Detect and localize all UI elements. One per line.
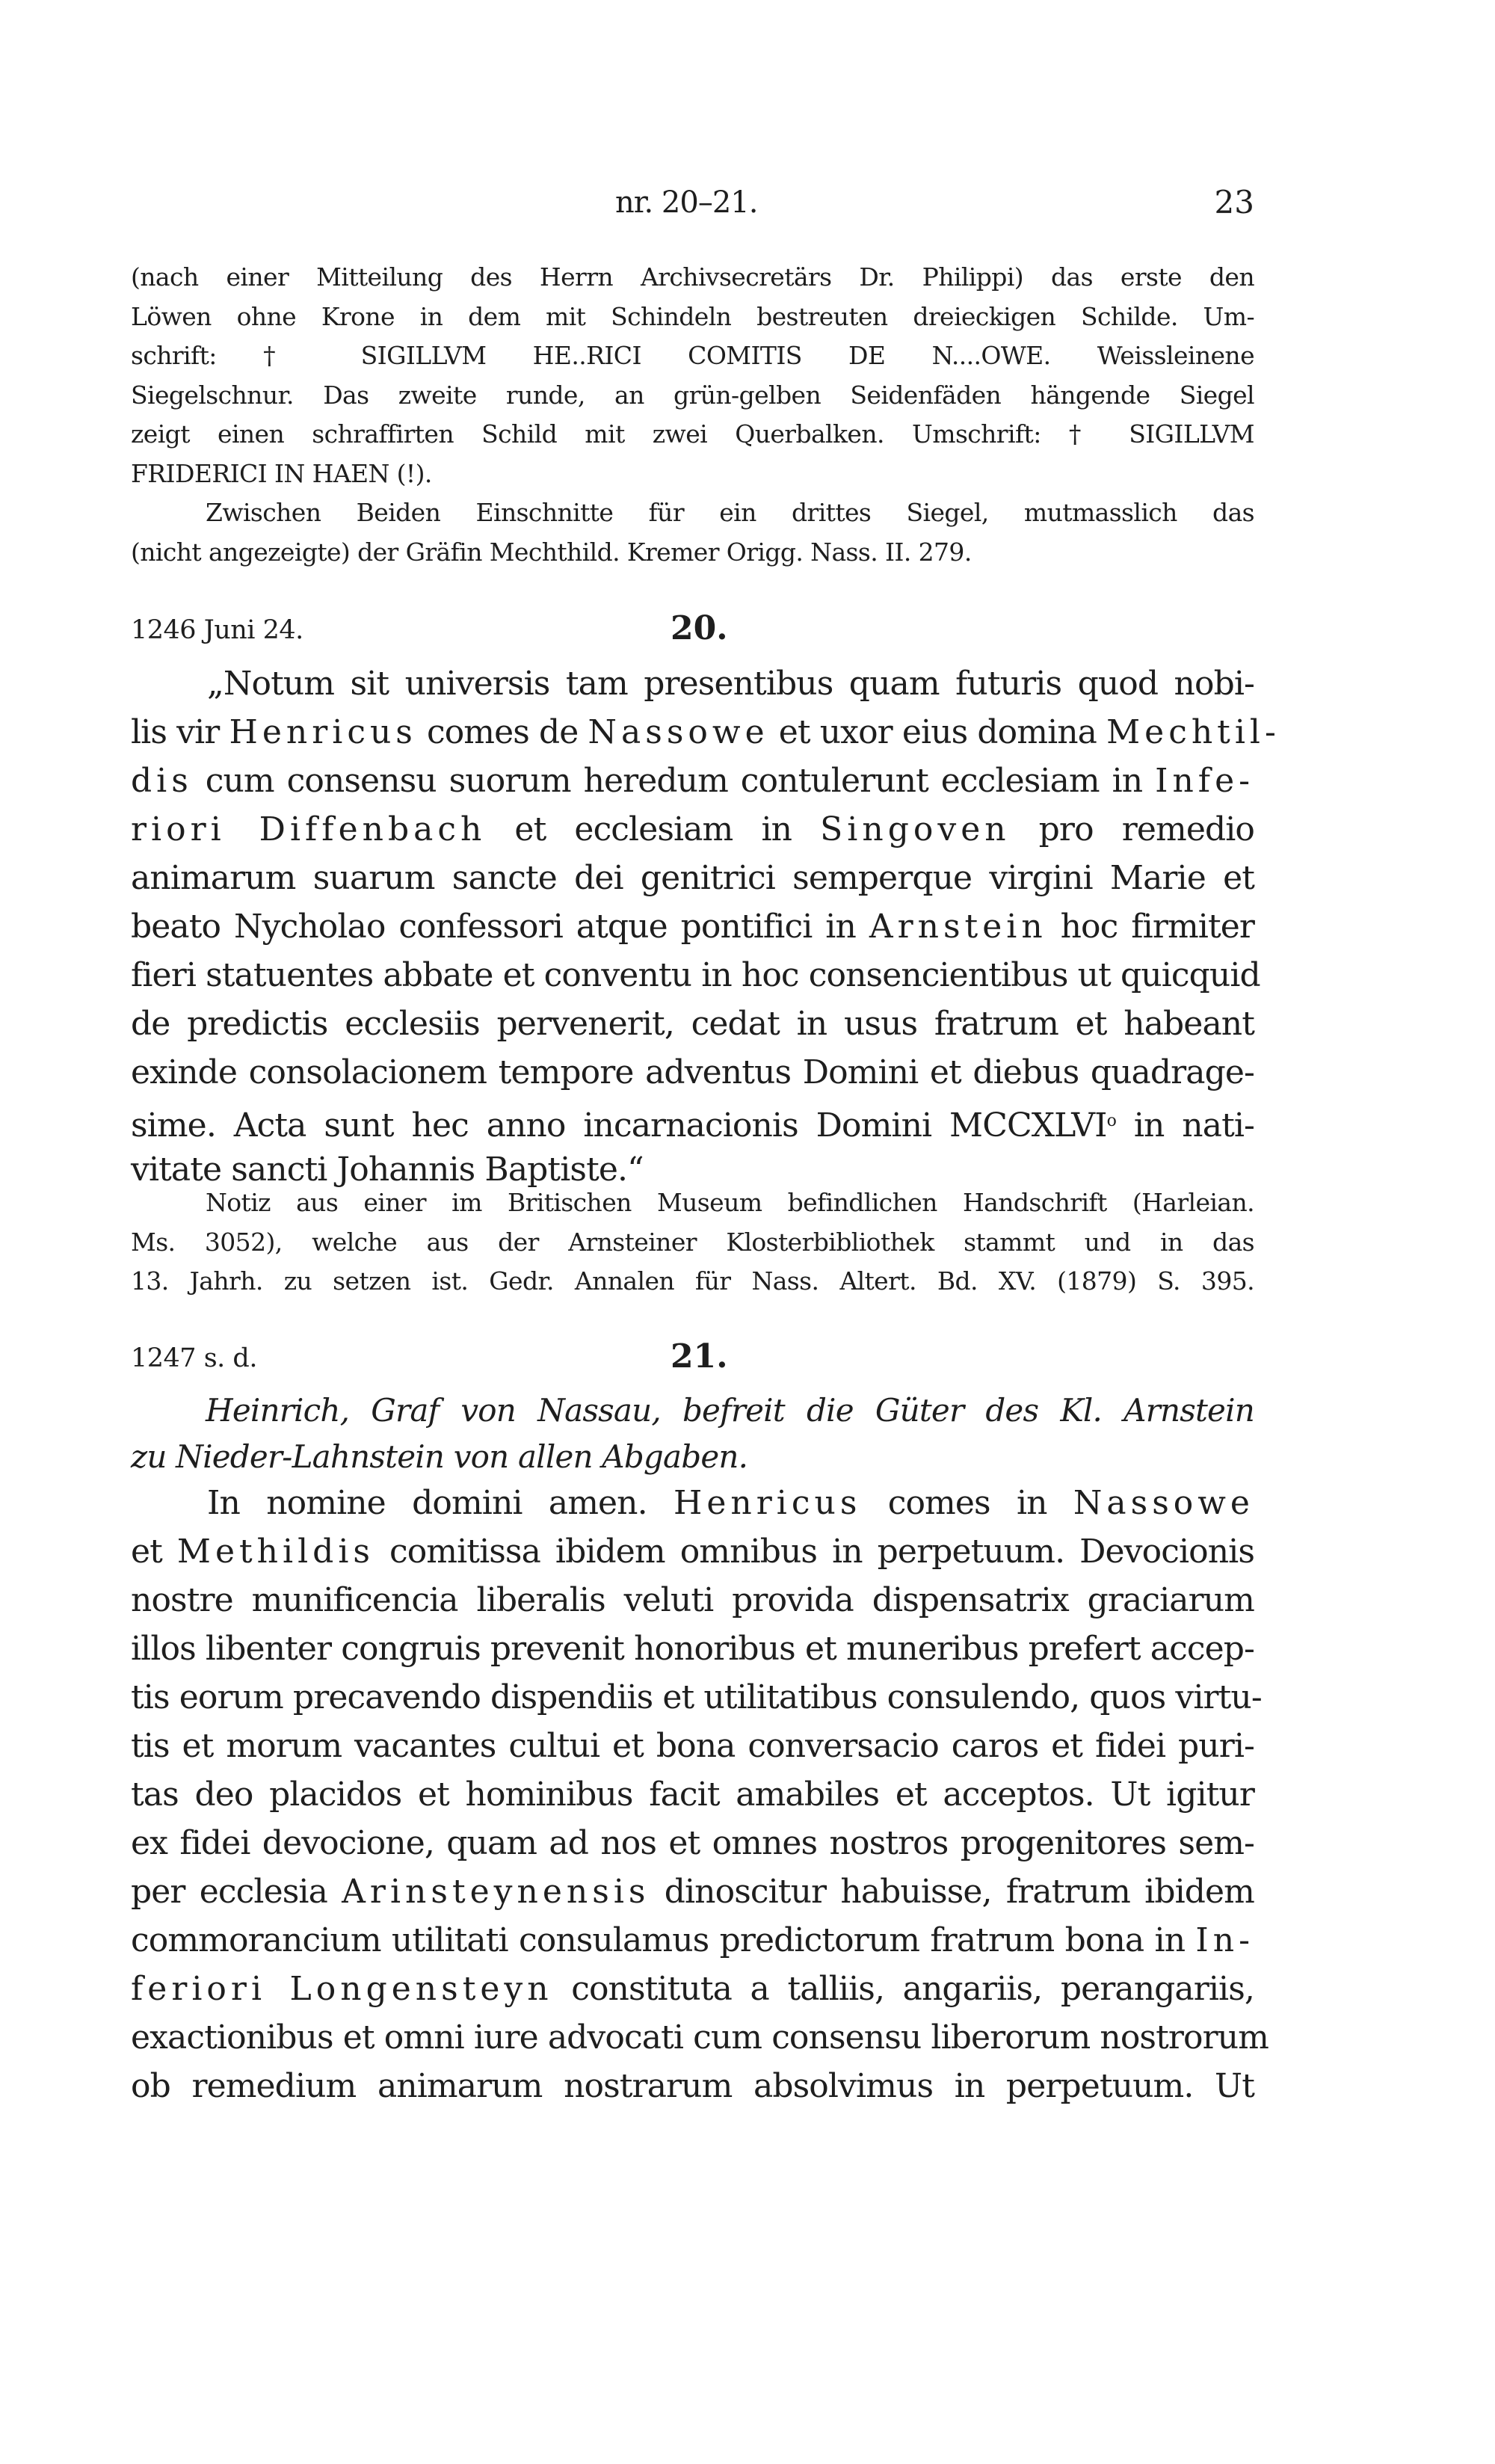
text-line: schrift: † SIGILLVM HE..RICI COMITIS DE N....OWE. Weissleinene [131,341,1254,370]
text-line [131,1770,1254,1819]
text-line: Heinrich, Graf von Nassau, befreit die Güter des Kl. Arnstein [206,1392,1254,1429]
text-line [131,659,1254,708]
text-run: pro remedio [1010,810,1254,848]
spaced-name: feriori Longensteyn [131,1970,553,2008]
doc21-heading [131,1337,1254,1377]
text-run: et ecclesiam in [486,810,821,848]
text-run: per ecclesia [131,1873,342,1911]
text-line: (nicht angezeigte) der Gräfin Mechthild. Kremer Origg. Nass. II. 279. [131,537,972,567]
text-run: de predictis ecclesiis pervenerit, cedat in usus fratrum et habeant [131,1005,1254,1043]
text-line [131,1867,1254,1916]
text-run: exactionibus et omni iure advocati cum consensu liberorum nostrorum [131,2018,1269,2057]
text-run: hoc firmiter [1046,908,1254,946]
text-line: Notiz aus einer im Britischen Museum befindlichen Handschrift (Harleian. [206,1188,1254,1217]
text-line [131,1000,1254,1048]
text-run: nostre munificencia liberalis veluti provida dispensatrix graciarum [131,1581,1254,1619]
text-run: vitate sancti Johannis Baptiste.“ [131,1151,644,1189]
text-run: ob remedium animarum nostrarum absolvimus in perpetuum. Ut [131,2067,1254,2105]
text-run: tis et morum vacantes cultui et bona conversacio caros et fidei puri- [131,1727,1254,1765]
text-line: FRIDERICI IN HAEN (!). [131,458,432,488]
text-run: sime. Acta sunt hec anno incarnacionis Domini MCCXLVI [131,1106,1107,1145]
text-line [131,757,1254,805]
text-line: zu Nieder-Lahnstein von allen Abgaben. [131,1438,748,1475]
doc20-note [131,1183,1254,1302]
doc-date: 1246 Juni 24. [131,615,303,645]
text-run: cum consensu suorum heredum contulerunt ecclesiam in [192,762,1156,800]
text-line [131,1048,1254,1097]
page-header [131,184,1254,221]
text-line [131,1819,1254,1867]
spaced-name: Singoven [820,810,1011,848]
text-run: exinde consolacionem tempore adventus Domini et diebus quadrage- [131,1053,1254,1091]
text-line: Siegelschnur. Das zweite runde, an grün-gelben Seidenfäden hängende Siegel [131,380,1254,410]
text-run: et uxor eius domina [768,713,1107,751]
text-line [131,1673,1262,1722]
doc-number: 20. [671,609,728,647]
text-run: animarum suarum sancte dei genitrici semperque virgini Marie et [131,859,1254,897]
text-line [131,854,1254,902]
text-run: constituta a talliis, angariis, perangariis, [552,1970,1254,2008]
page-number: 23 [1214,184,1254,221]
doc20-heading [131,609,1254,649]
text-run: ex fidei devocione, quam ad nos et omnes nostros progenitores sem- [131,1824,1254,1862]
text-line: Ms. 3052), welche aus der Arnsteiner Klosterbibliothek stammt und in das [131,1227,1254,1257]
intro-note [131,258,1254,572]
text-run: beato Nycholao confessori atque pontifici in [131,908,869,946]
spaced-name: Henricus [673,1484,862,1522]
text-line [131,1576,1254,1624]
text-run: commorancium utilitati consulamus predictorum fratrum bona in [131,1921,1196,1959]
text-run: In nomine domini amen. [207,1484,673,1522]
spaced-name: Nassowe [1073,1484,1254,1522]
text-line [131,902,1254,951]
spaced-name: dis [131,762,193,800]
text-line [131,708,1280,757]
text-line [131,1527,1254,1576]
text-line [131,805,1254,854]
spaced-name: Arinsteynensis [342,1873,650,1911]
text-run: in nati- [1115,1106,1254,1145]
spaced-name: Infe- [1155,762,1254,800]
text-line [131,1722,1254,1770]
text-run: comes in [861,1484,1073,1522]
text-line [131,1479,1254,1527]
text-line [131,1916,1254,1965]
text-run: et [131,1533,177,1571]
text-run: tas deo placidos et hominibus facit amabiles et acceptos. Ut igitur [131,1775,1254,1814]
text-line [131,1097,1254,1145]
text-line [131,2013,1269,2062]
spaced-name: Methildis [176,1533,374,1571]
text-run: illos libenter congruis prevenit honoribus et muneribus prefert accep- [131,1630,1254,1668]
text-run: „Notum sit universis tam presentibus quam futuris quod nobi- [207,665,1254,703]
text-line: (nach einer Mitteilung des Herrn Archivsecretärs Dr. Philippi) das erste den [131,262,1254,292]
text-run: fieri statuentes abbate et conventu in hoc consencientibus ut quicquid [131,956,1260,994]
text-line [131,1624,1254,1673]
doc20-text [131,659,1280,1194]
text-run: comitissa ibidem omnibus in perpetuum. Devocionis [374,1533,1255,1571]
text-line [131,951,1260,1000]
doc-number: 21. [671,1337,728,1376]
spaced-name: In- [1195,1921,1254,1959]
spaced-name: Arnstein [869,908,1047,946]
doc21-regest [131,1387,1254,1480]
spaced-name: Nassowe [588,713,769,751]
text-line: zeigt einen schraffirten Schild mit zwei Querbalken. Umschrift: † SIGILLVM [131,419,1254,449]
text-line [131,1965,1254,2013]
text-line: Löwen ohne Krone in dem mit Schindeln bestreuten dreieckigen Schilde. Um- [131,301,1254,331]
text-run: tis eorum precavendo dispendiis et utilitatibus consulendo, quos virtu- [131,1678,1262,1716]
running-title: nr. 20–21. [615,185,758,220]
text-run: lis vir [131,713,229,751]
text-line: Zwischen Beiden Einschnitte für ein drittes Siegel, mutmasslich das [206,498,1254,527]
text-line [131,2062,1254,2110]
spaced-name: Mechtil- [1106,713,1280,751]
spaced-name: riori Diffenbach [131,810,487,848]
text-run: comes de [416,713,588,751]
text-line: 13. Jahrh. zu setzen ist. Gedr. Annalen für Nass. Altert. Bd. XV. (1879) S. 395. [131,1266,1254,1296]
doc-date: 1247 s. d. [131,1343,257,1373]
text-run: dinoscitur habuisse, fratrum ibidem [650,1873,1254,1911]
spaced-name: Henricus [229,713,417,751]
doc21-text [131,1479,1269,2110]
superscript-o: o [1106,1112,1116,1130]
